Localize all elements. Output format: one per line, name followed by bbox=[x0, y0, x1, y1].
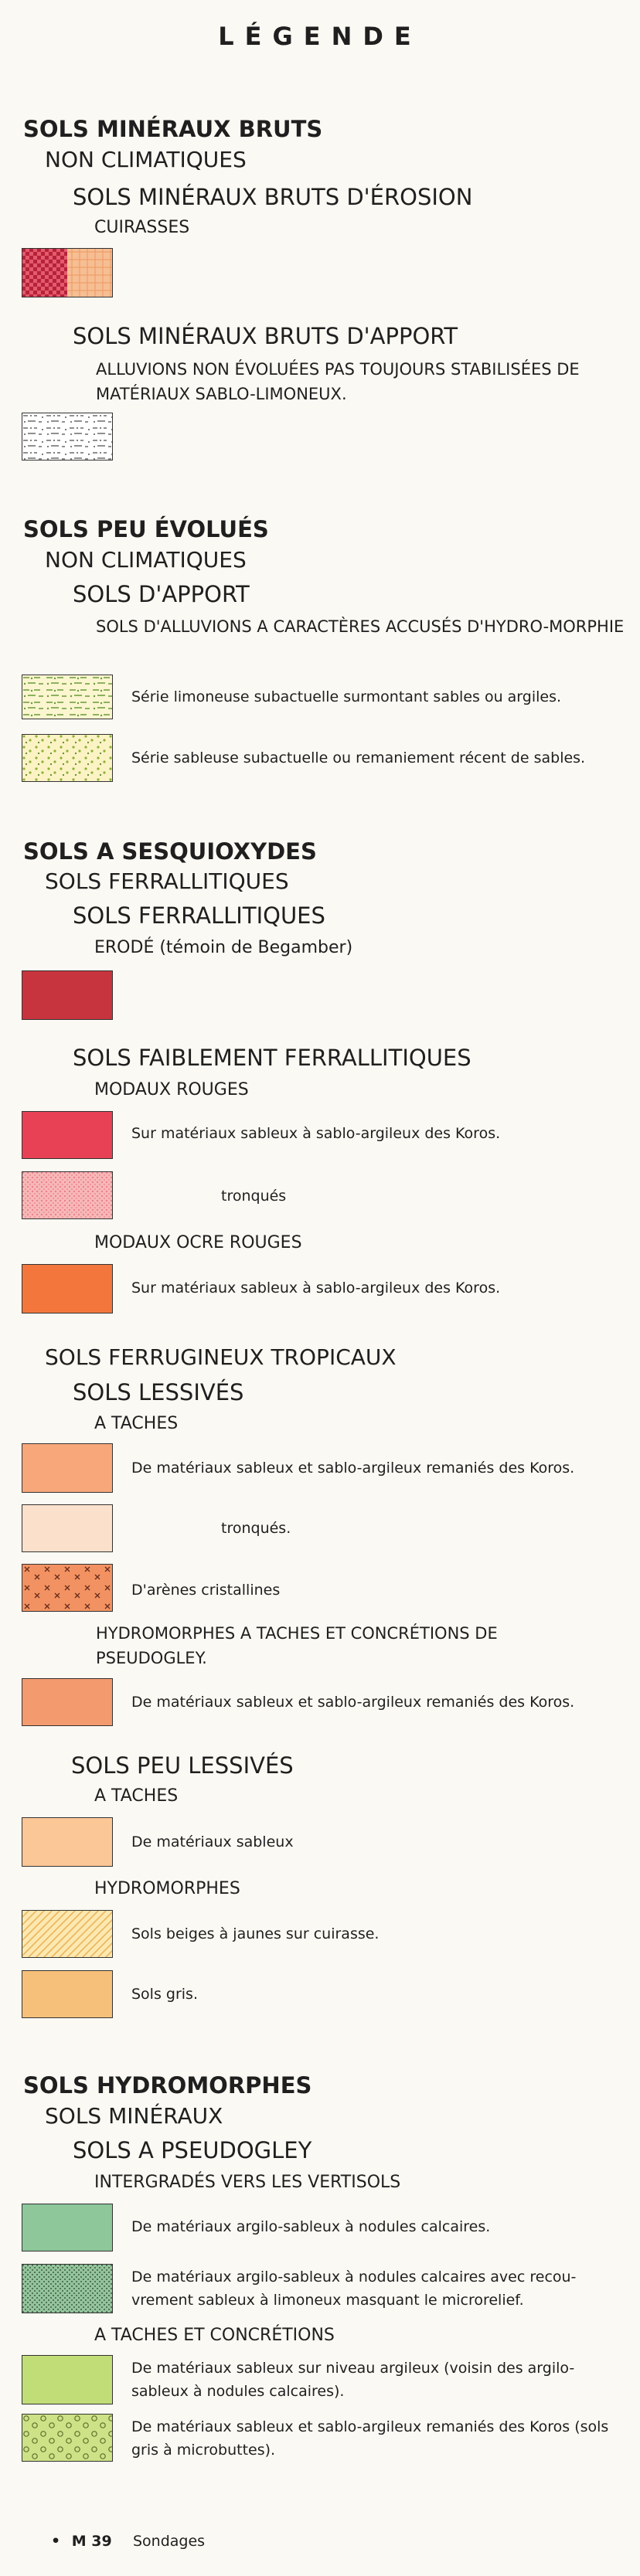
category-hydromorphes-taches: HYDROMORPHES A TACHES ET CONCRÉTIONS DE PSEUDOGLEY. bbox=[96, 1624, 498, 1667]
legend-item-ocre-rouges: Sur matériaux sableux à sablo-argileux des Koros. bbox=[131, 1280, 501, 1296]
legend-item-lessives-koros: De matériaux sableux et sablo-argileux remaniés des Koros. bbox=[131, 1460, 575, 1477]
category-a-taches: A TACHES bbox=[94, 1414, 179, 1433]
legend-item-limoneuse: Série limoneuse subactuelle surmontant sables ou argiles. bbox=[131, 688, 562, 705]
legend-item-beiges-jaunes: Sols beiges à jaunes sur cuirasse. bbox=[131, 1925, 380, 1942]
legend-item-peu-lessives: De matériaux sableux bbox=[131, 1833, 294, 1850]
bullet-icon: • bbox=[51, 2533, 61, 2550]
swatch-niveau-argileux bbox=[22, 2355, 113, 2404]
swatch-alluvions bbox=[22, 413, 113, 460]
swatch-hydro-koros bbox=[22, 1678, 113, 1726]
subheading-erosion: SOLS MINÉRAUX BRUTS D'ÉROSION bbox=[73, 184, 473, 210]
swatch-tronques-rouges bbox=[22, 1171, 113, 1219]
swatch-ocre-rouges bbox=[22, 1264, 113, 1313]
swatch-microbuttes bbox=[22, 2414, 113, 2462]
desc-alluvions-hydromorphie: SOLS D'ALLUVIONS A CARACTÈRES ACCUSÉS D'HYDRO-MORPHIE bbox=[96, 617, 625, 636]
swatch-lessives-tronques bbox=[22, 1504, 113, 1552]
subheading-sols-mineraux: SOLS MINÉRAUX bbox=[45, 2103, 223, 2129]
swatch-sols-gris bbox=[22, 1970, 113, 2018]
legend-item-hydro-koros: De matériaux sableux et sablo-argileux remaniés des Koros. bbox=[131, 1694, 575, 1711]
subheading-pseudogley: SOLS A PSEUDOGLEY bbox=[73, 2137, 312, 2163]
swatch-erode bbox=[22, 970, 113, 1020]
section-heading-peu-evolues: SOLS PEU ÉVOLUÉS bbox=[23, 516, 269, 542]
category-modaux-ocre: MODAUX OCRE ROUGES bbox=[94, 1233, 302, 1252]
legend-item-microbuttes: De matériaux sableux et sablo-argileux remaniés des Koros (sols gris à microbuttes). bbox=[131, 2418, 609, 2459]
subheading-ferrallitiques: SOLS FERRALLITIQUES bbox=[45, 868, 289, 894]
subheading-sols-apport: SOLS D'APPORT bbox=[73, 581, 250, 607]
section-heading-hydromorphes: SOLS HYDROMORPHES bbox=[23, 2072, 312, 2099]
desc-alluvions: ALLUVIONS NON ÉVOLUÉES PAS TOUJOURS STABILISÉES DE MATÉRIAUX SABLO-LIMONEUX. bbox=[96, 360, 580, 403]
section-heading-mineraux-bruts: SOLS MINÉRAUX BRUTS bbox=[23, 116, 323, 142]
category-modaux-rouges: MODAUX ROUGES bbox=[94, 1080, 249, 1099]
swatch-cuirasses bbox=[22, 248, 113, 297]
swatch-arenes bbox=[22, 1564, 113, 1612]
subheading-peu-lessives: SOLS PEU LESSIVÉS bbox=[71, 1752, 294, 1779]
sondage-code: M 39 bbox=[71, 2533, 112, 2550]
legend-item-lessives-tronques: tronqués. bbox=[221, 1520, 291, 1537]
legend-item-tronques: tronqués bbox=[221, 1188, 287, 1205]
legend-item-sableuse: Série sableuse subactuelle ou remaniement récent de sables. bbox=[131, 749, 586, 766]
category-intergrades: INTERGRADÉS VERS LES VERTISOLS bbox=[94, 2173, 401, 2192]
category-a-taches-2: A TACHES bbox=[94, 1786, 179, 1806]
sondage-label: Sondages bbox=[133, 2533, 206, 2550]
legend-item-niveau-argileux: De matériaux sableux sur niveau argileux (voisin des argilo-sableux à nodules calcaires). bbox=[131, 2360, 575, 2400]
legend-item-nodules-calcaires: De matériaux argilo-sableux à nodules calcaires. bbox=[131, 2218, 491, 2235]
sondage-marker bbox=[51, 2533, 112, 2550]
swatch-recouvrement-sableux bbox=[22, 2264, 113, 2313]
swatch-serie-sableuse bbox=[22, 734, 113, 782]
subheading-faiblement-ferrallitiques: SOLS FAIBLEMENT FERRALLITIQUES bbox=[73, 1045, 471, 1071]
swatch-peu-lessives bbox=[22, 1817, 113, 1867]
legend-item-modaux-rouges: Sur matériaux sableux à sablo-argileux des Koros. bbox=[131, 1125, 501, 1142]
swatch-serie-limoneuse bbox=[22, 675, 113, 719]
swatch-lessives-koros bbox=[22, 1443, 113, 1493]
subheading-non-climatiques: NON CLIMATIQUES bbox=[45, 147, 247, 172]
legend-item-arenes: D'arènes cristallines bbox=[131, 1582, 281, 1599]
subheading-apport: SOLS MINÉRAUX BRUTS D'APPORT bbox=[73, 323, 458, 349]
legend-item-recouvrement: De matériaux argilo-sableux à nodules calcaires avec recou-vrement sableux à limoneux masquant le microrelief. bbox=[131, 2268, 577, 2309]
category-hydromorphes: HYDROMORPHES bbox=[94, 1879, 240, 1898]
swatch-modaux-rouges bbox=[22, 1111, 113, 1159]
category-taches-concretions: A TACHES ET CONCRÉTIONS bbox=[94, 2326, 335, 2345]
subheading-ferrallitiques-2: SOLS FERRALLITIQUES bbox=[73, 902, 325, 929]
subheading-lessives: SOLS LESSIVÉS bbox=[73, 1379, 244, 1405]
subheading-ferrugineux: SOLS FERRUGINEUX TROPICAUX bbox=[45, 1344, 397, 1370]
legend-title: LÉGENDE bbox=[218, 22, 422, 51]
section-heading-sesquioxydes: SOLS A SESQUIOXYDES bbox=[23, 838, 317, 865]
category-erode: ERODÉ (témoin de Begamber) bbox=[94, 938, 353, 957]
category-cuirasses: CUIRASSES bbox=[94, 218, 190, 237]
swatch-beiges-jaunes bbox=[22, 1910, 113, 1958]
swatch-nodules-calcaires bbox=[22, 2204, 113, 2251]
legend-item-sols-gris: Sols gris. bbox=[131, 1986, 198, 2003]
subheading-non-climatiques-2: NON CLIMATIQUES bbox=[45, 547, 247, 573]
